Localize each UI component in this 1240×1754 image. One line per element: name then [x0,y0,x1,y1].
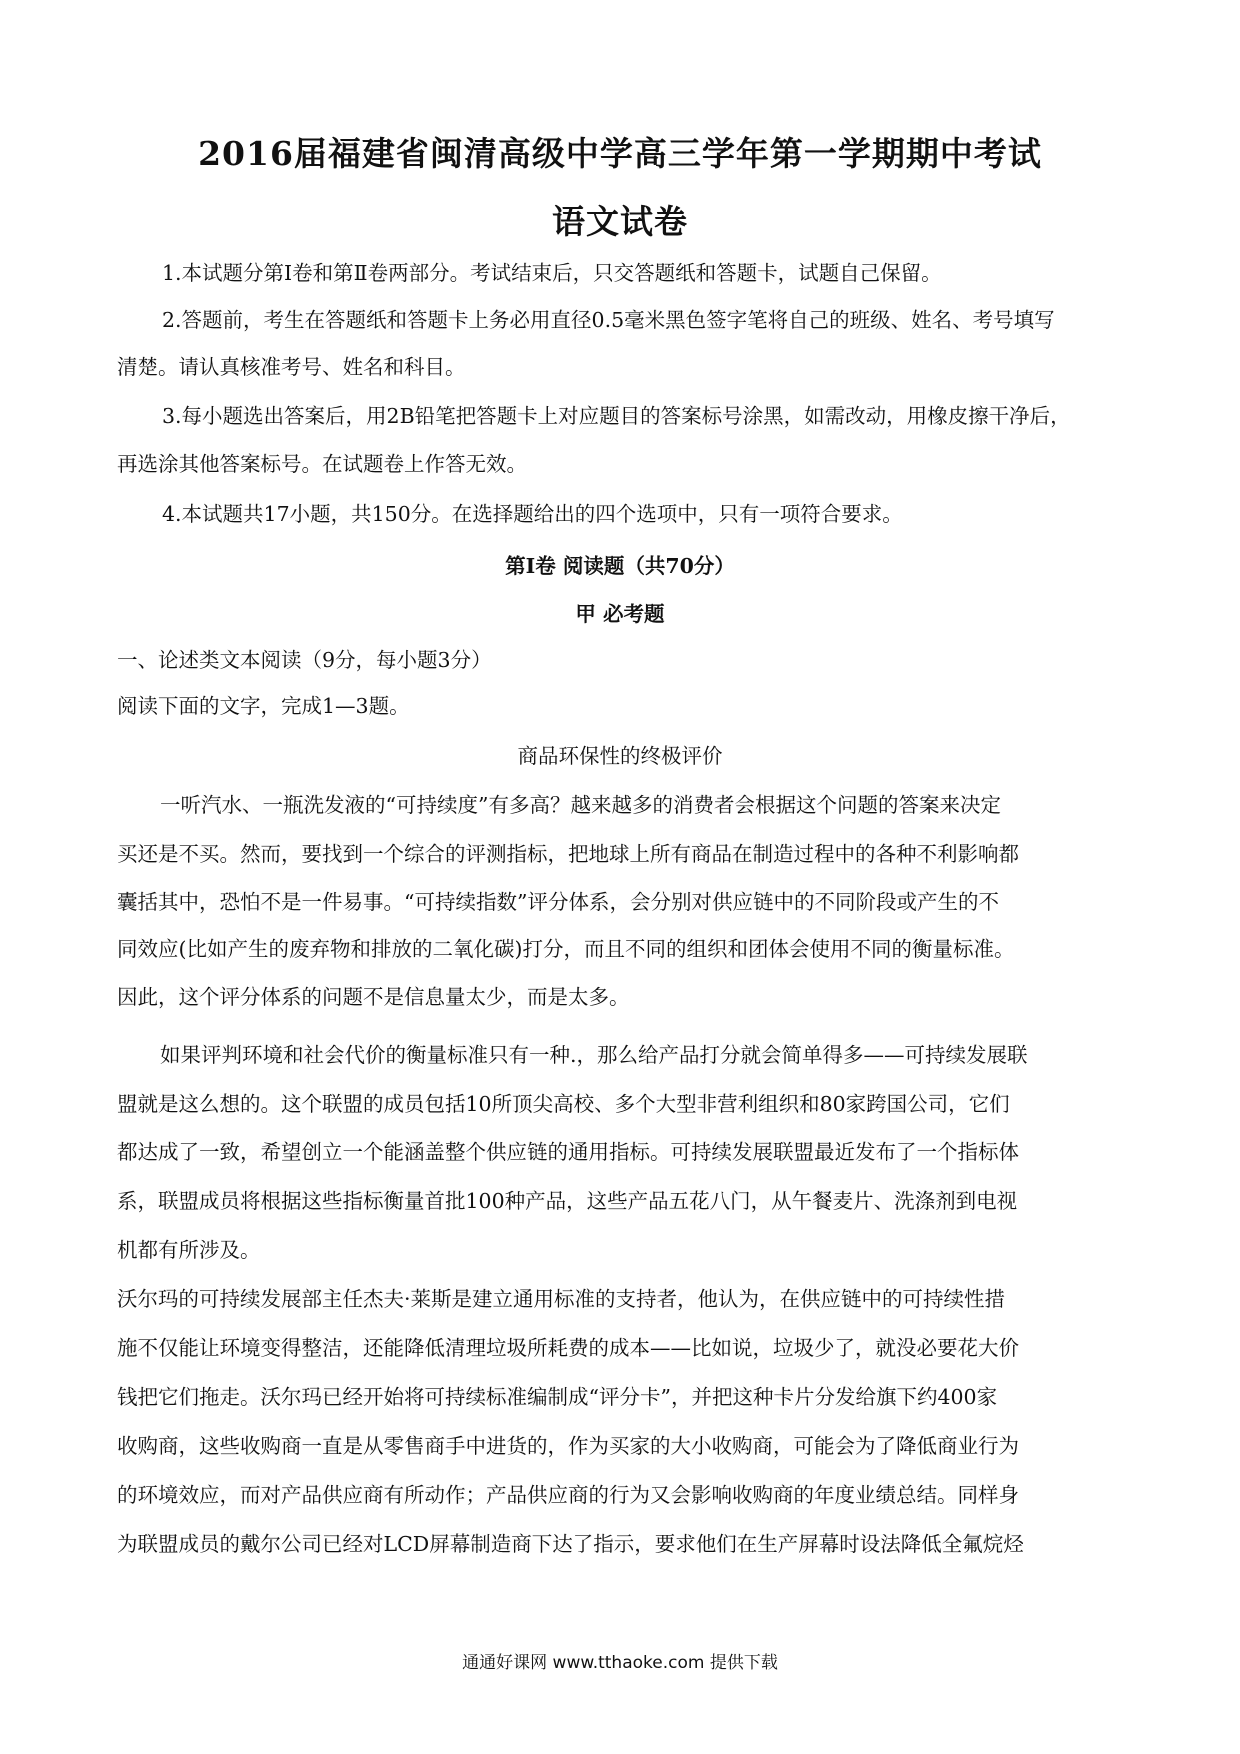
question-instruction: 阅读下面的文字，完成1—3题。 [117,694,410,718]
exam-subtitle: 语文试卷 [552,202,688,241]
instruction-line: 再选涂其他答案标号。在试题卷上作答无效。 [117,452,527,476]
sub-heading: 甲 必考题 [575,602,665,626]
article-line: 的环境效应，而对产品供应商有所动作；产品供应商的行为又会影响收购商的年度业绩总结。同样身 [117,1483,1019,1507]
page-footer: 通通好课网 www.tthaoke.com 提供下载 [462,1653,778,1673]
article-line: 因此，这个评分体系的问题不是信息量太少，而是太多。 [117,985,630,1009]
article-line: 一听汽水、一瓶洗发液的“可持续度”有多高？越来越多的消费者会根据这个问题的答案来决定 [160,793,1001,817]
article-line: 系，联盟成员将根据这些指标衡量首批100种产品，这些产品五花八门，从午餐麦片、洗涤剂到电视 [117,1189,1018,1213]
article-line: 钱把它们拖走。沃尔玛已经开始将可持续标准编制成“评分卡”，并把这种卡片分发给旗下约400家 [117,1385,998,1409]
article-line: 买还是不买。然而，要找到一个综合的评测指标，把地球上所有商品在制造过程中的各种不利影响都 [117,842,1019,866]
article-line: 都达成了一致，希望创立一个能涵盖整个供应链的通用指标。可持续发展联盟最近发布了一个指标体 [117,1140,1019,1164]
article-line: 为联盟成员的戴尔公司已经对LCD屏幕制造商下达了指示，要求他们在生产屏幕时设法降低全氟烷烃 [117,1532,1024,1556]
article-line: 沃尔玛的可持续发展部主任杰夫·莱斯是建立通用标准的支持者，他认为，在供应链中的可持续性措 [117,1287,1006,1311]
article-line: 机都有所涉及。 [117,1238,261,1262]
question-heading: 一、论述类文本阅读（9分，每小题3分） [117,648,492,672]
exam-title: 2016届福建省闽清高级中学高三学年第一学期期中考试 [198,134,1042,173]
part-heading: 第Ⅰ卷 阅读题（共70分） [505,554,735,578]
article-line: 收购商，这些收购商一直是从零售商手中进货的，作为买家的大小收购商，可能会为了降低商业行为 [117,1434,1019,1458]
article-line: 同效应(比如产生的废弃物和排放的二氧化碳)打分，而且不同的组织和团体会使用不同的衡量标准。 [117,937,1015,961]
instruction-line: 3.每小题选出答案后，用2B铅笔把答题卡上对应题目的答案标号涂黑，如需改动，用橡皮擦干净后， [162,404,1071,428]
instruction-line: 清楚。请认真核准考号、姓名和科目。 [117,355,466,379]
article-title: 商品环保性的终极评价 [517,744,723,768]
instruction-line: 1.本试题分第Ⅰ卷和第Ⅱ卷两部分。考试结束后，只交答题纸和答题卡，试题自己保留。 [162,261,942,285]
article-line: 如果评判环境和社会代价的衡量标准只有一种.，那么给产品打分就会简单得多——可持续发展联 [160,1043,1028,1067]
instruction-line: 2.答题前，考生在答题纸和答题卡上务必用直径0.5毫米黑色签字笔将自己的班级、姓名、考号填写 [162,308,1055,332]
article-line: 施不仅能让环境变得整洁，还能降低清理垃圾所耗费的成本——比如说，垃圾少了，就没必要花大价 [117,1336,1019,1360]
article-line: 盟就是这么想的。这个联盟的成员包括10所顶尖高校、多个大型非营利组织和80家跨国公司，它们 [117,1092,1010,1116]
instruction-line: 4.本试题共17小题，共150分。在选择题给出的四个选项中，只有一项符合要求。 [162,502,903,526]
article-line: 囊括其中，恐怕不是一件易事。“可持续指数”评分体系，会分别对供应链中的不同阶段或产生的不 [117,890,999,914]
